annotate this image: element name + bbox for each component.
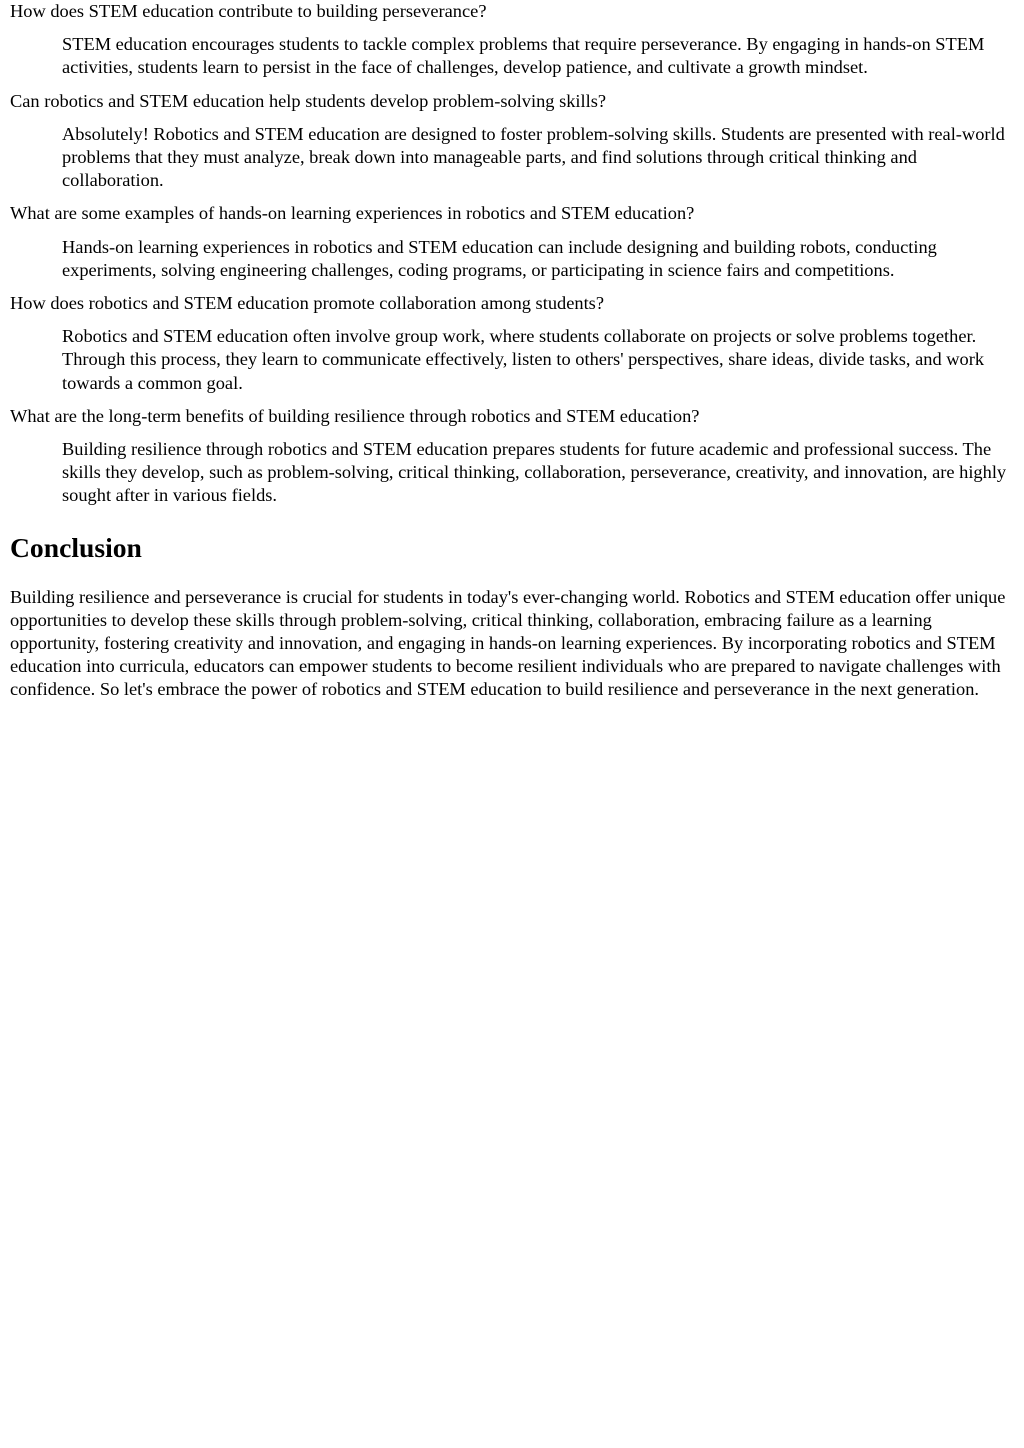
- faq-item: [10, 0, 1014, 80]
- conclusion-paragraph: Building resilience and perseverance is crucial for students in today's ever-changing world. Robotics and STEM education offer unique opportunities to develop these skills through problem-solving, critical thinking, collaboration, embracing failure as a learning opportunity, fostering creativity and innovation, and engaging in hands-on learning experiences. By incorporating robotics and STEM education into curricula, educators can empower students to become resilient individuals who are prepared to navigate challenges with confidence. So let's embrace the power of robotics and STEM education to build resilience and perseverance in the next generation.: [10, 586, 1006, 700]
- faq-answer: Robotics and STEM education often involve group work, where students collaborate on projects or solve problems together. Through this process, they learn to communicate effectively, listen to others' perspectives, share ideas, divide tasks, and work towards a common goal.: [62, 326, 985, 393]
- faq-question: Can robotics and STEM education help students develop problem-solving skills?: [10, 90, 607, 111]
- faq-answer: Hands-on learning experiences in robotics and STEM education can include designing and building robots, conducting experiments, solving engineering challenges, coding programs, or participating in science fairs and competitions.: [62, 236, 937, 280]
- faq-list: [10, 0, 1014, 508]
- faq-answer: STEM education encourages students to tackle complex problems that require perseverance. By engaging in hands-on STEM activities, students learn to persist in the face of challenges, develop patience, and cultivate a growth mindset.: [62, 34, 985, 78]
- faq-question: What are some examples of hands-on learning experiences in robotics and STEM education?: [10, 203, 695, 224]
- faq-item: [10, 90, 1014, 193]
- faq-question: How does robotics and STEM education promote collaboration among students?: [10, 293, 604, 314]
- conclusion-heading: Conclusion: [10, 531, 142, 563]
- document-page: [0, 0, 1024, 702]
- faq-question: What are the long-term benefits of building resilience through robotics and STEM education?: [10, 405, 700, 426]
- faq-item: [10, 292, 1014, 395]
- faq-answer: Absolutely! Robotics and STEM education are designed to foster problem-solving skills. Students are presented with real-world problems that they must analyze, break down into manageable parts, and find solutions through critical thinking and collaboration.: [62, 123, 1005, 191]
- faq-answer: Building resilience through robotics and STEM education prepares students for future academic and professional success. The skills they develop, such as problem-solving, critical thinking, collaboration, perseverance, creativity, and innovation, are highly sought after in various fields.: [62, 439, 1007, 506]
- faq-question: How does STEM education contribute to building perseverance?: [10, 1, 487, 21]
- faq-item: [10, 202, 1014, 282]
- faq-item: [10, 405, 1014, 508]
